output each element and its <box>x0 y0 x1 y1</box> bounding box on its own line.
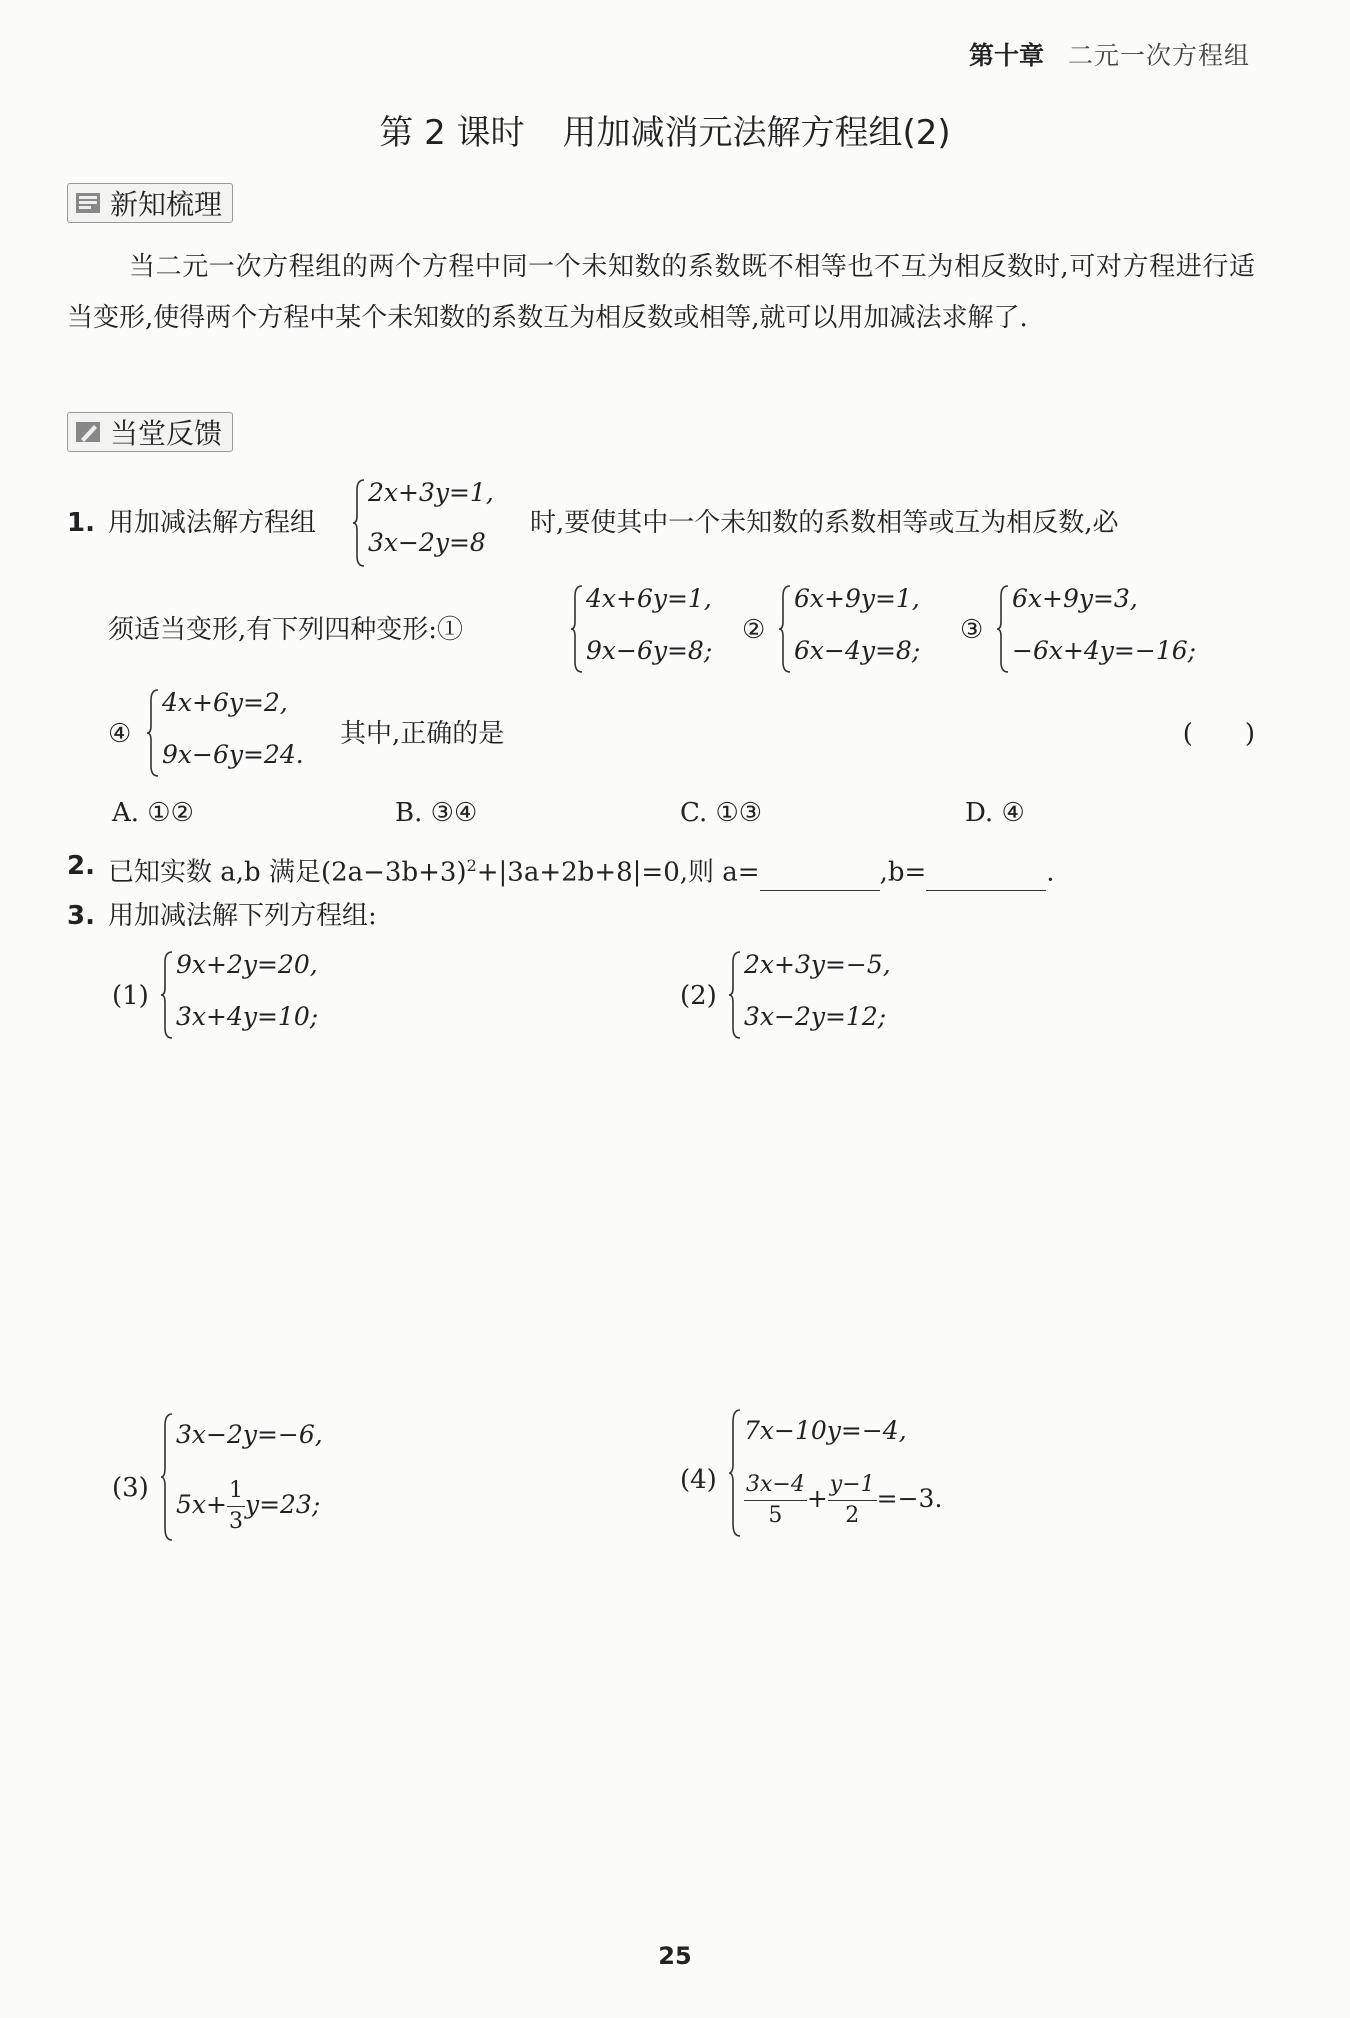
part-1-system <box>160 950 360 1040</box>
brace-icon <box>570 584 584 674</box>
option-4-marker: ④ <box>108 719 132 749</box>
choice-a: A. ①② <box>112 798 194 828</box>
answer-paren: ( ) <box>1182 719 1255 749</box>
brace-icon <box>160 1412 174 1542</box>
part-4-system <box>728 1408 1048 1538</box>
part-2-label: (2) <box>680 981 717 1011</box>
chapter-header <box>969 36 1250 72</box>
exponent: 2 <box>466 856 477 875</box>
choice-c: C. ①③ <box>680 798 763 828</box>
part-2-system <box>728 950 928 1040</box>
equation: 9x−6y=24. <box>162 740 304 769</box>
knowledge-paragraph: 当二元一次方程组的两个方程中同一个未知数的系数既不相等也不互为相反数时,可对方程进行适当变形,使得两个方程中某个未知数的系数互为相反数或相等,就可以用加减法求解了. <box>67 252 1255 333</box>
lesson-title <box>0 105 1330 154</box>
section-tag-new-knowledge <box>67 183 233 223</box>
brace-icon <box>146 688 160 778</box>
choice-b: B. ③④ <box>395 798 478 828</box>
brace-icon <box>160 950 174 1040</box>
option-4-system <box>146 688 326 778</box>
option-2-system <box>778 584 948 674</box>
part-3-system <box>160 1412 400 1542</box>
option-3-marker: ③ <box>960 615 984 645</box>
fraction: $\frac{3x-4}{5}$ <box>746 1472 805 1528</box>
equation-system <box>352 478 532 568</box>
question-2-number: 2. <box>67 851 95 881</box>
page-number: 25 <box>658 1942 692 1970</box>
question-1-lead: 用加减法解方程组 <box>108 508 317 538</box>
equation: 3x+4y=10; <box>176 1002 319 1031</box>
part-1-label: (1) <box>112 981 149 1011</box>
section-tag-feedback <box>67 412 233 452</box>
option-1-system <box>570 584 740 674</box>
question-1-line2: 须适当变形,有下列四种变形:① <box>108 615 464 645</box>
book-icon <box>74 190 102 216</box>
equation: 4x+6y=1, <box>586 584 712 613</box>
option-3-system <box>996 584 1246 674</box>
brace-icon <box>778 584 792 674</box>
q2-part: 已知实数 a,b 满足(2a−3b+3) <box>108 857 467 888</box>
question-1-text: 时,要使其中一个未知数的系数相等或互为相反数,必 <box>530 508 1119 538</box>
equation: 7x−10y=−4, <box>744 1416 907 1445</box>
equation: 9x−6y=8; <box>586 636 713 665</box>
question-1-tail: 其中,正确的是 <box>340 719 505 749</box>
brace-icon <box>352 478 366 568</box>
part-3-label: (3) <box>112 1473 149 1503</box>
chapter-name: 二元一次方程组 <box>1067 41 1250 70</box>
answer-blank-a[interactable] <box>760 862 880 891</box>
equation: 3x−2y=8 <box>368 528 486 557</box>
chapter-number: 第十章 <box>968 41 1044 70</box>
q2-part: ,b= <box>879 857 927 888</box>
section-label: 当堂反馈 <box>110 417 223 450</box>
equation: 9x+2y=20, <box>176 950 318 979</box>
part-4-label: (4) <box>680 1465 717 1495</box>
equation: 3x−2y=12; <box>744 1002 887 1031</box>
equation: 5x+ $\frac{1}{3}$ y=23; <box>176 1476 320 1537</box>
equation: 6x−4y=8; <box>794 636 921 665</box>
choice-d: D. ④ <box>965 798 1025 828</box>
equation: 4x+6y=2, <box>162 688 288 717</box>
fraction: $\frac{y-1}{2}$ <box>829 1472 875 1528</box>
pencil-icon <box>74 419 102 445</box>
lesson-period: 第 2 课时 <box>379 113 525 153</box>
q2-part: . <box>1046 857 1055 888</box>
q2-part: +|3a+2b+8|=0,则 a= <box>476 857 760 888</box>
equation: 6x+9y=3, <box>1012 584 1138 613</box>
equation: 6x+9y=1, <box>794 584 920 613</box>
question-3-number: 3. <box>67 901 95 931</box>
question-1-number: 1. <box>67 508 95 538</box>
brace-icon <box>996 584 1010 674</box>
question-2-text <box>108 848 1055 891</box>
equation: −6x+4y=−16; <box>1012 636 1197 665</box>
answer-blank-b[interactable] <box>926 862 1046 891</box>
brace-icon <box>728 950 742 1040</box>
equation: 2x+3y=−5, <box>744 950 891 979</box>
option-2-marker: ② <box>742 615 766 645</box>
question-3-text: 用加减法解下列方程组: <box>108 901 377 931</box>
section-label: 新知梳理 <box>110 188 223 221</box>
equation: 2x+3y=1, <box>368 478 494 507</box>
brace-icon <box>728 1408 742 1538</box>
fraction: $\frac{1}{3}$ <box>228 1478 243 1534</box>
equation: $\frac{3x-4}{5}$ + $\frac{y-1}{2}$ =−3. <box>744 1470 942 1531</box>
lesson-name: 用加减消元法解方程组(2) <box>562 113 951 153</box>
equation: 3x−2y=−6, <box>176 1420 323 1449</box>
